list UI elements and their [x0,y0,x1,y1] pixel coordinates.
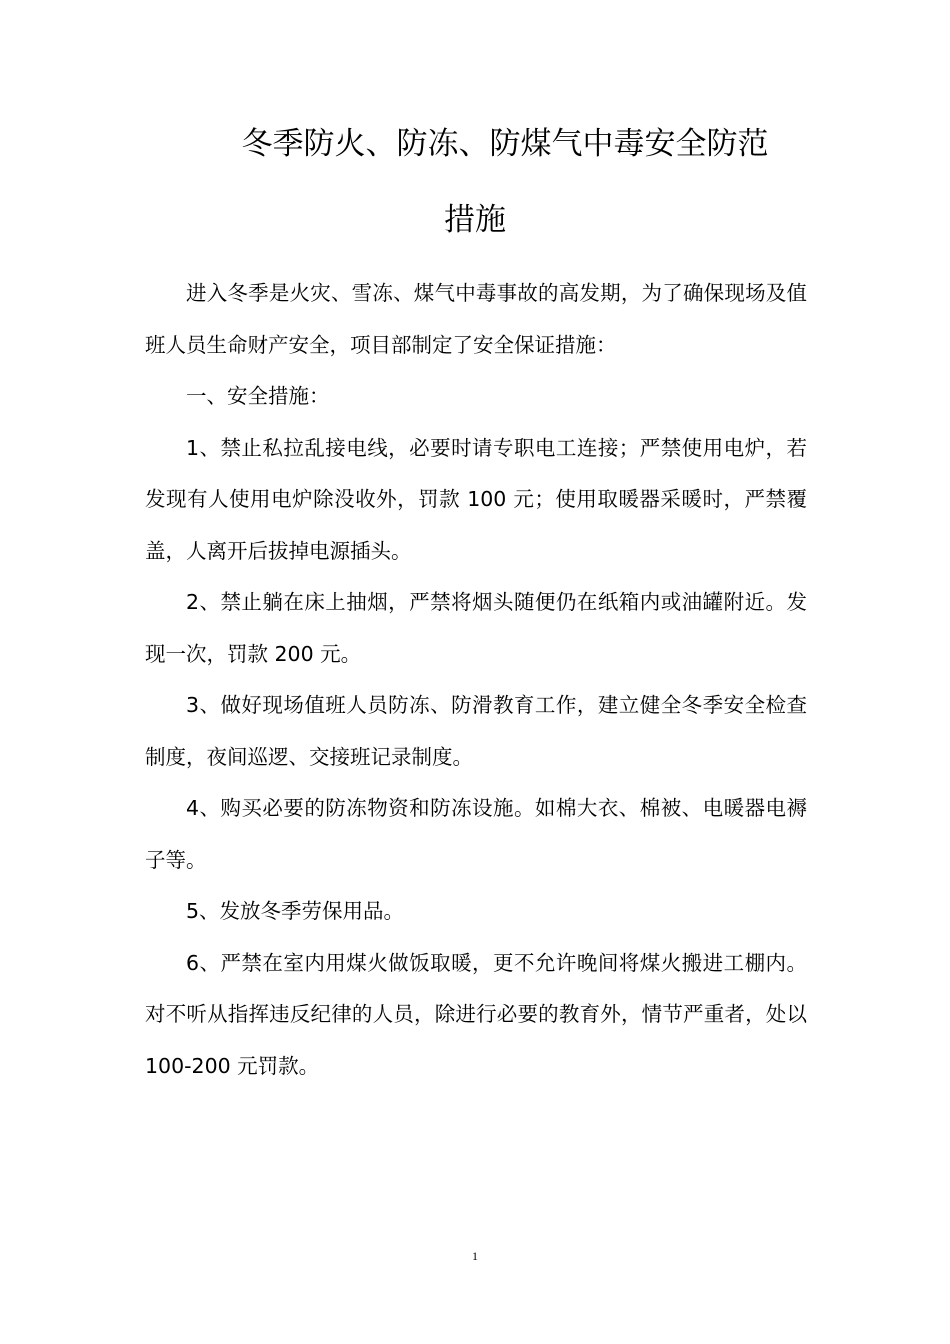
measure-item-3: 3、做好现场值班人员防冻、防滑教育工作，建立健全冬季安全检查制度，夜间巡逻、交接班记录制度。 [145,693,807,769]
document-title-line-2: 措施 [444,202,506,238]
document-title-line-1: 冬季防火、防冻、防煤气中毒安全防范 [241,126,769,162]
section-heading: 一、安全措施： [186,384,330,408]
measure-item-4: 4、购买必要的防冻物资和防冻设施。如棉大衣、棉被、电暖器电褥子等。 [145,796,807,872]
measure-item-1: 1、禁止私拉乱接电线，必要时请专职电工连接；严禁使用电炉，若发现有人使用电炉除没收外，罚款 100 元；使用取暖器采暖时，严禁覆盖，人离开后拔掉电源插头。 [145,435,807,563]
page-number: 1 [472,1249,478,1263]
measure-item-2: 2、禁止躺在床上抽烟，严禁将烟头随便仍在纸箱内或油罐附近。发现一次，罚款 200 元。 [145,590,807,666]
document-body [145,268,807,1092]
measure-item-5: 5、发放冬季劳保用品。 [186,899,405,923]
intro-paragraph: 进入冬季是火灾、雪冻、煤气中毒事故的高发期，为了确保现场及值班人员生命财产安全，项目部制定了安全保证措施： [145,281,807,357]
measure-item-6: 6、严禁在室内用煤火做饭取暖，更不允许晚间将煤火搬进工棚内。对不听从指挥违反纪律的人员，除进行必要的教育外，情节严重者，处以 100-200 元罚款。 [145,950,807,1078]
